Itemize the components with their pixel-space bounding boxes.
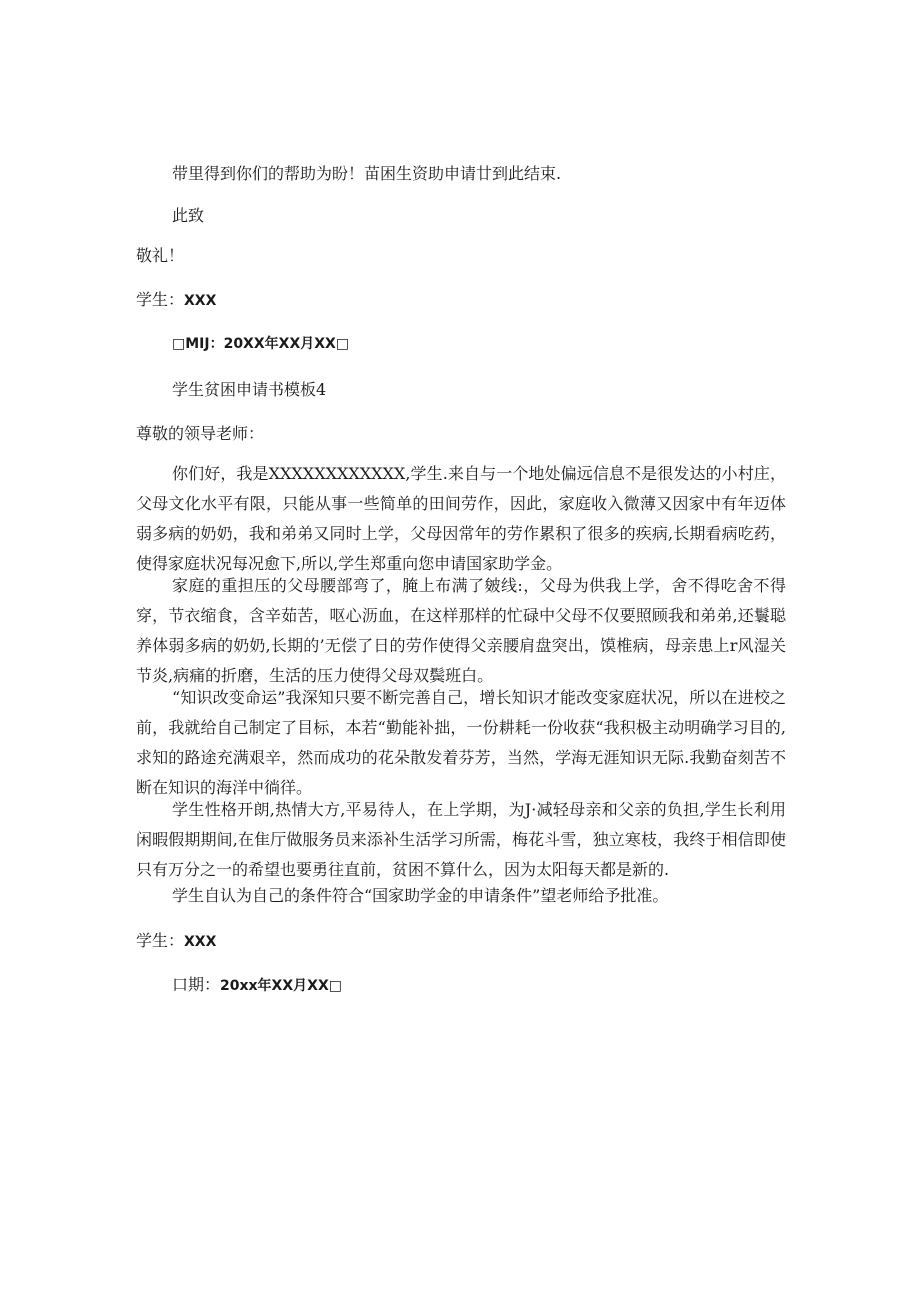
student-signature-1	[136, 290, 216, 311]
student-label: 学生：	[136, 931, 185, 950]
paragraph-2: 家庭的重担压的父母腰部弯了，腌上布满了皴线:，父母为供我上学，舍不得吃舍不得穿，节衣缩食，含辛茹苦，呕心沥血，在这样那样的忙碌中父母不仅要照顾我和弟弟,还鬟聪养体弱多病的奶奶,长期的’无偿了日的劳作使得父亲腰肩盘突出，馍椎病，母亲患上r风湿关节炎,病痛的折磨，生活的压力使得父母双鬓班白。	[136, 576, 786, 685]
date-value: 20xx年XX月XX□	[220, 978, 342, 994]
closing-line: 带里得到你们的帮助为盼！苗困生资助申请廿到此结束.	[172, 164, 562, 183]
salutation: 尊敬的领导老师：	[136, 424, 265, 443]
paragraph-1: 你们好，我是XXXXXXXXXXXX,学生.来自与一个地处偏远信息不是很发达的小村庄，父母文化水平有限，只能从事一些简单的田间劳作，因此，家庭收入微薄又因家中有年迈体弱多病的奶奶，我和弟弟又同时上学，父母因常年的劳作累积了很多的疾病,长期看病吃药，使得家庭状况每况愈下,所以,学生郑重向您申请国家助学金。	[136, 464, 786, 573]
date-line-2	[172, 975, 342, 996]
date-line-1: □MIJ：20XX年XX月XX□	[172, 336, 350, 352]
student-name: XXX	[184, 934, 217, 950]
student-label: 学生：	[136, 290, 185, 309]
paragraph-3: “知识改变命运”我深知只要不断完善自己，增长知识才能改变家庭状况，所以在进校之前，我就给自己制定了目标，本若“勤能补拙，一份耕耗一份收获“我积极主动明确学习目的,求知的路途充满艰辛，然而成功的花朵散发着芬芳，当然，学海无涯知识无际.我勤奋刻苦不断在知识的海洋中徜徉。	[136, 688, 786, 797]
paragraph-5: 学生自认为自己的条件符合“国家助学金的申请条件”望老师给予批准。	[172, 886, 669, 905]
date-label: 口期：	[172, 975, 221, 994]
jing-li: 敬礼！	[136, 246, 185, 265]
paragraph-4: 学生性格开朗,热情大方,平易待人，在上学期，为J·减轻母亲和父亲的负担,学生长利用闲暇假期期间,在隹厅做服务员来添补生活学习所需，梅花斗雪，独立寒枝，我终于相信即使只有万分之一的希望也要勇往直前，贫困不算什么，因为太阳每天都是新的.	[136, 800, 786, 879]
student-name: XXX	[184, 293, 217, 309]
student-signature-2	[136, 931, 216, 952]
ci-zhi: 此致	[172, 206, 205, 225]
template-title: 学生贫困申请书模板4	[172, 380, 327, 399]
